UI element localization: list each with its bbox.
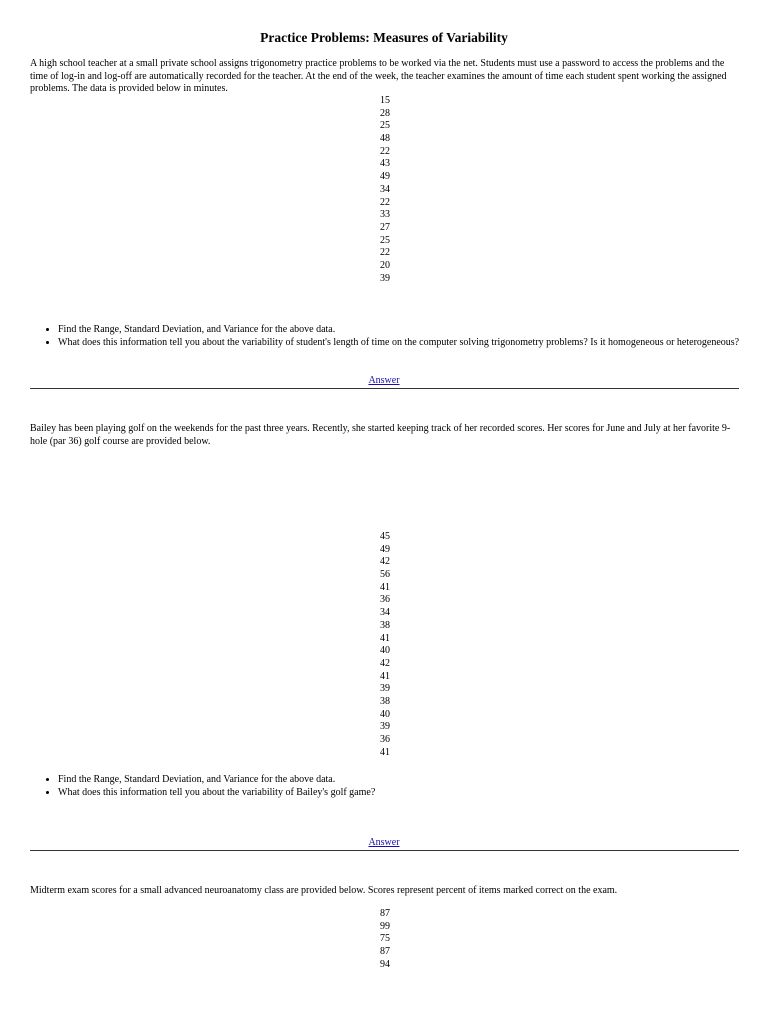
data-value: 25 — [380, 120, 390, 132]
data-value: 22 — [380, 145, 390, 157]
data-value: 49 — [380, 543, 390, 555]
data-value: 41 — [380, 670, 390, 682]
problem-3-data-list — [373, 908, 397, 971]
data-value: 40 — [380, 708, 390, 720]
problem-2-questions — [30, 774, 742, 799]
problem-1-answer — [0, 375, 768, 387]
divider-2 — [30, 850, 739, 851]
data-value: 41 — [380, 746, 390, 758]
data-value: 38 — [380, 695, 390, 707]
data-value: 40 — [380, 645, 390, 657]
data-value: 34 — [380, 183, 390, 195]
data-value: 56 — [380, 569, 390, 581]
page-title: Practice Problems: Measures of Variability — [260, 30, 508, 45]
divider-1 — [30, 388, 739, 389]
data-value: 20 — [380, 259, 390, 271]
data-value: 36 — [380, 594, 390, 606]
problem-2-intro: Bailey has been playing golf on the weekends for the past three years. Recently, she started keeping track of her recorded scores. Her scores for June and July at her favorite 9-hole (par 36) golf course are provided below. — [30, 423, 731, 447]
data-value: 39 — [380, 683, 390, 695]
data-value: 75 — [380, 933, 390, 945]
data-value: 33 — [380, 209, 390, 221]
data-value: 99 — [380, 920, 390, 932]
data-value: 28 — [380, 107, 390, 119]
data-value: 39 — [380, 272, 390, 284]
data-value: 41 — [380, 581, 390, 593]
problem-2-data-list — [373, 531, 397, 759]
question-item: • Find the Range, Standard Deviation, and Variance for the above data. — [58, 774, 742, 787]
data-value: 94 — [380, 958, 390, 970]
data-value: 39 — [380, 721, 390, 733]
data-value: 43 — [380, 158, 390, 170]
problem-1-answer-link[interactable]: Answer — [368, 375, 400, 386]
data-value: 48 — [380, 133, 390, 145]
problem-3-intro: Midterm exam scores for a small advanced neuroanatomy class are provided below. Scores represent percent of items marked correct on the exam. — [30, 885, 618, 896]
problem-2-answer-link[interactable]: Answer — [368, 837, 400, 848]
data-value: 41 — [380, 632, 390, 644]
data-value: 34 — [380, 607, 390, 619]
data-value: 36 — [380, 734, 390, 745]
problem-1-intro: A high school teacher at a small private school assigns trigonometry practice problems to be worked via the net. Students must use a password to access the problems and the time of log-in and log-off are automatically recorded for the teacher. At the end of the week, the teacher examines the amount of time each student spent working the assigned problems. The data is provided below in minutes. — [30, 58, 727, 94]
data-value: 15 — [380, 95, 390, 106]
data-value: 27 — [380, 221, 390, 233]
data-value: 49 — [380, 171, 390, 183]
data-value: 45 — [380, 531, 390, 542]
data-value: 38 — [380, 619, 390, 631]
problem-1-questions — [30, 324, 742, 349]
data-value: 22 — [380, 196, 390, 208]
problem-1-data-list — [373, 95, 397, 285]
problem-2-answer — [0, 837, 768, 849]
question-item: • What does this information tell you about the variability of student's length of time on the computer solving trigonometry problems? Is it homogeneous or heterogeneous? — [58, 337, 742, 350]
question-item: • Find the Range, Standard Deviation, and Variance for the above data. — [58, 324, 742, 337]
question-item: • What does this information tell you about the variability of Bailey's golf game? — [58, 787, 742, 800]
data-value: 87 — [380, 946, 390, 958]
data-value: 87 — [380, 908, 390, 919]
data-value: 22 — [380, 247, 390, 259]
data-value: 42 — [380, 556, 390, 568]
data-value: 42 — [380, 657, 390, 669]
data-value: 25 — [380, 234, 390, 246]
